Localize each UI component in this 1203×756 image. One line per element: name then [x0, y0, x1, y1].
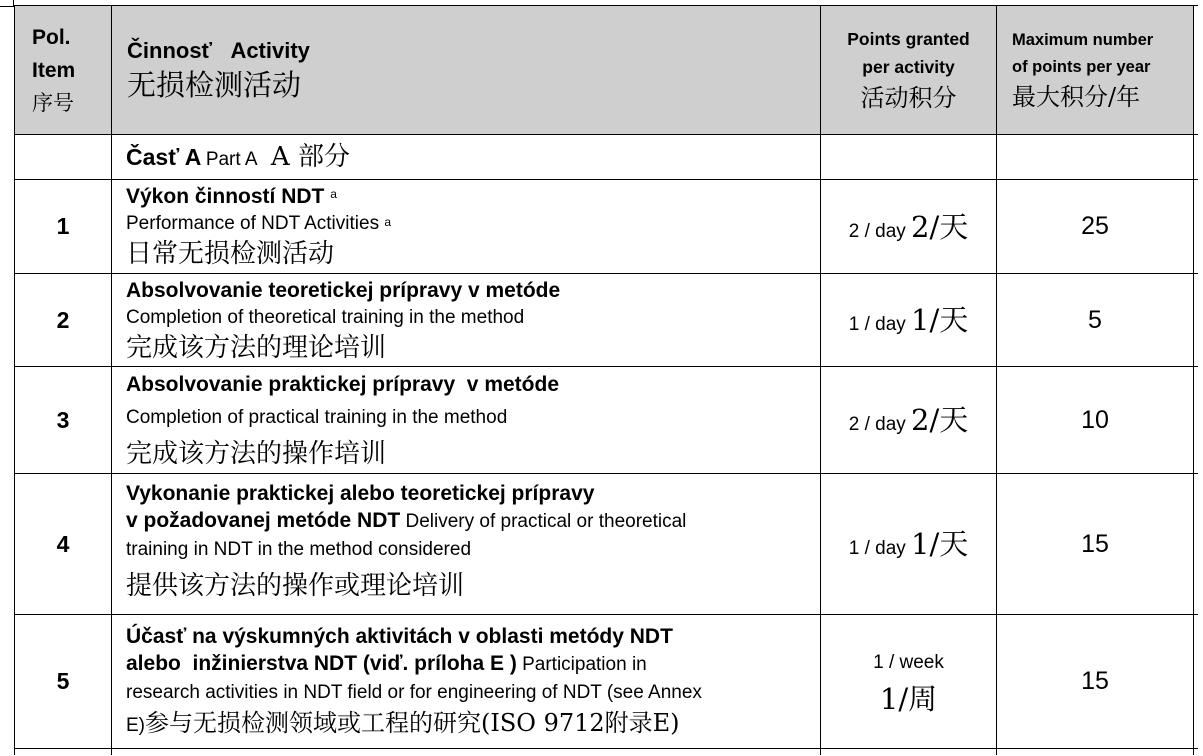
table-row [15, 367, 1198, 474]
header-edge [1194, 6, 1198, 135]
row-2-points [821, 274, 997, 367]
row-5-no: 5 [15, 615, 112, 749]
row-5-en-a: Participation in [516, 654, 647, 675]
row-3-en: Completion of practical training in the method [126, 406, 508, 428]
row-3-no: 3 [15, 367, 112, 474]
row-2-points-en: 1 / day [848, 314, 906, 335]
row-4-points-en: 1 / day [848, 538, 906, 559]
header-activity-cn: 无损检测活动 [127, 68, 302, 102]
header-activity-sk: Činnosť [127, 38, 213, 63]
row-5-max: 15 [997, 615, 1194, 749]
row-3-points-en: 2 / day [848, 414, 906, 435]
row-4-en-b: training in NDT in the method considered [126, 539, 472, 560]
row-2-activity [112, 274, 821, 367]
row-edge [1194, 367, 1198, 474]
header-max-points [997, 6, 1194, 135]
row-5-en-c: E) [126, 715, 145, 736]
row-1-en: Performance of NDT Activities [126, 213, 380, 234]
header-activity-en: Activity [230, 38, 310, 63]
row-4-en-a: Delivery of practical or theoretical [400, 511, 687, 532]
row-5-activity [112, 615, 821, 749]
row-3-max: 10 [997, 367, 1194, 474]
part-a-title [112, 135, 821, 180]
next-row-edge [15, 749, 1198, 755]
row-5-sk-line2: alebo inžinierstva NDT (viď. príloha E ) [126, 652, 517, 675]
tail-cell [1194, 749, 1198, 755]
row-3-sk: Absolvovanie praktickej prípravy v metóde [126, 372, 560, 396]
row-1-en-footnote: a [384, 215, 392, 229]
row-1-points-cn: 2/天 [911, 209, 969, 244]
row-1-activity [112, 180, 821, 274]
tail-cell [15, 749, 112, 755]
row-4-no: 4 [15, 474, 112, 615]
row-3-points [821, 367, 997, 474]
row-4-sk-line1: Vykonanie praktickej alebo teoretickej prípravy [126, 482, 595, 505]
row-edge [1194, 474, 1198, 615]
row-edge [1194, 180, 1198, 274]
cpd-points-table [14, 5, 1198, 755]
row-5-en-b: research activities in NDT field or for engineering of NDT (see Annex [126, 682, 702, 703]
row-4-activity [112, 474, 821, 615]
row-3-points-cn: 2/天 [911, 403, 969, 437]
part-a-max-cell [997, 135, 1194, 180]
row-1-points [821, 180, 997, 274]
row-edge [1194, 615, 1198, 749]
row-5-points-en: 1 / week [873, 651, 944, 673]
part-a-sk: Časť A [126, 143, 202, 170]
row-5-points [821, 615, 997, 749]
header-max-line1: Maximum number [1012, 31, 1154, 49]
part-a-points-cell [821, 135, 997, 180]
header-no-line1: Pol. [32, 25, 71, 49]
header-activity [112, 6, 821, 135]
row-2-en: Completion of theoretical training in the method [126, 306, 525, 328]
table-corner-mark [0, 0, 14, 7]
header-row [15, 6, 1198, 135]
row-4-points [821, 474, 997, 615]
row-4-sk-line2: v požadovanej metóde NDT [126, 509, 401, 532]
row-2-points-cn: 1/天 [911, 303, 969, 337]
table-row [15, 180, 1198, 274]
tail-cell [821, 749, 997, 755]
row-5-sk-line1: Účasť na výskumných aktivitách v oblasti metódy NDT [126, 625, 673, 648]
part-a-row [15, 135, 1198, 180]
table-row [15, 474, 1198, 615]
row-5-cn: 参与无损检测领域或工程的研究(ISO 9712附录E) [145, 709, 680, 737]
table-row [15, 274, 1198, 367]
row-4-cn: 提供该方法的操作或理论培训 [126, 571, 465, 601]
row-1-no: 1 [15, 180, 112, 274]
header-max-cn: 最大积分/年 [1012, 83, 1141, 111]
row-1-max: 25 [997, 180, 1194, 274]
header-no-line2: Item [32, 58, 76, 82]
row-1-points-en: 2 / day [848, 220, 906, 242]
row-1-sk-footnote: a [330, 187, 337, 201]
row-4-max: 15 [997, 474, 1194, 615]
row-3-cn: 完成该方法的操作培训 [126, 438, 387, 469]
row-2-no: 2 [15, 274, 112, 367]
header-points [821, 6, 997, 135]
part-a-en: Part A [205, 148, 258, 170]
row-3-activity [112, 367, 821, 474]
table-row [15, 615, 1198, 749]
row-2-max: 5 [997, 274, 1194, 367]
row-1-sk: Výkon činností NDT [126, 185, 325, 208]
header-points-line2: per activity [862, 57, 955, 77]
tail-cell [997, 749, 1194, 755]
part-a-cn: A 部分 [270, 141, 350, 172]
header-no-cn: 序号 [32, 90, 74, 115]
tail-cell [112, 749, 821, 755]
row-2-cn: 完成该方法的理论培训 [126, 332, 387, 363]
row-5-points-cn: 1/周 [879, 681, 938, 716]
header-item-no [15, 6, 112, 135]
row-4-points-cn: 1/天 [911, 527, 969, 561]
header-points-cn: 活动积分 [860, 84, 957, 112]
row-edge [1194, 274, 1198, 367]
row-edge [1194, 135, 1198, 180]
part-a-no-cell [15, 135, 112, 180]
header-points-line1: Points granted [847, 29, 970, 49]
row-1-cn: 日常无损检测活动 [126, 239, 335, 269]
header-max-line2: of points per year [1012, 58, 1151, 76]
row-2-sk: Absolvovanie teoretickej prípravy v metóde [126, 278, 561, 302]
